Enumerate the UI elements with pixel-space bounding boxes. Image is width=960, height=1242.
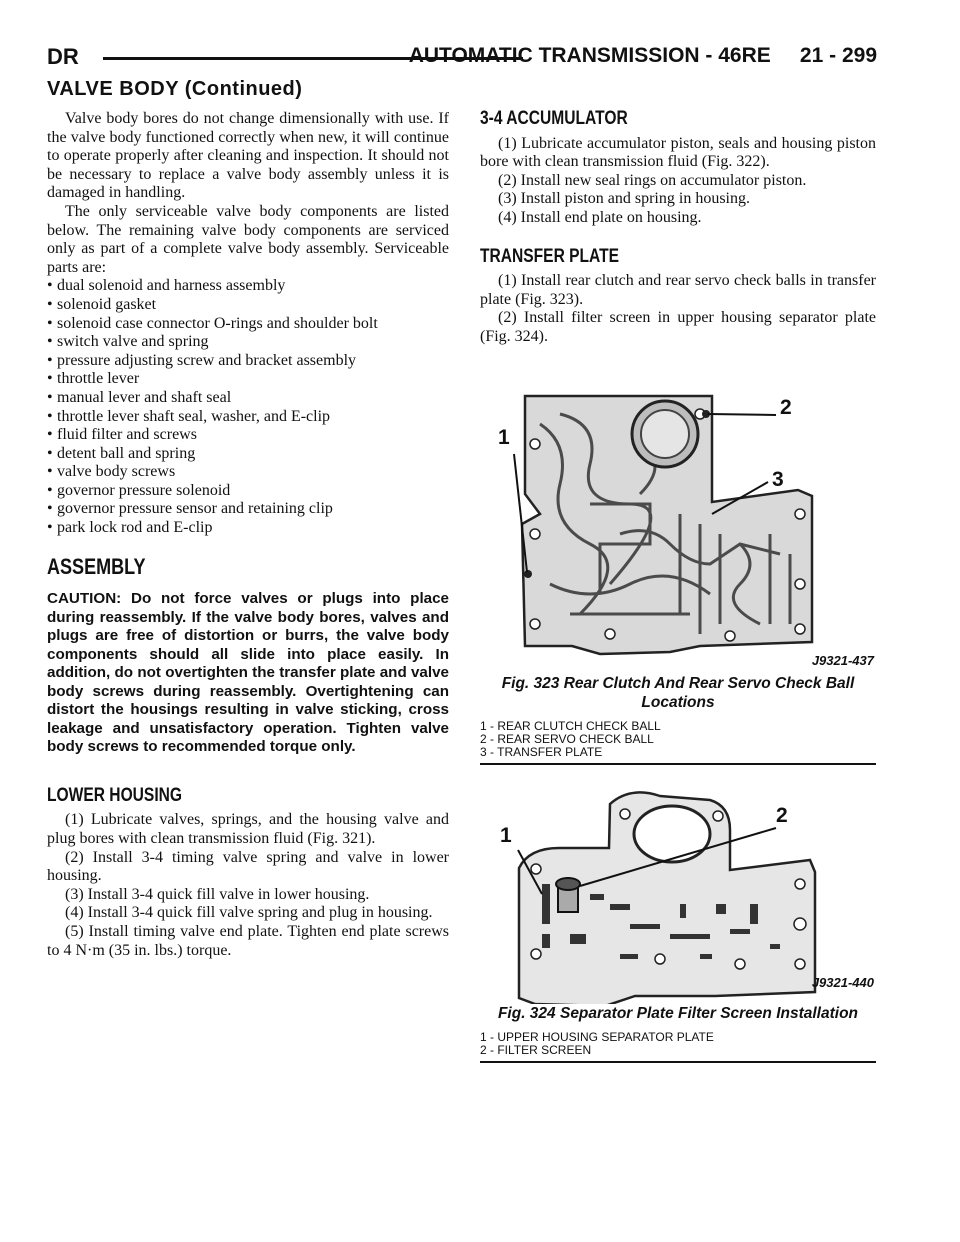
- list-item: • detent ball and spring: [47, 444, 196, 462]
- intro-paragraph-2: The only serviceable valve body components are listed below. The remaining valve body components are serviced only as part of a complete valve body assembly. Serviceable parts are:: [47, 202, 449, 276]
- figure-rule: [480, 763, 876, 765]
- callout-3: 3: [772, 468, 784, 491]
- accumulator-heading: 3-4 ACCUMULATOR: [480, 108, 628, 129]
- header-section-code: DR: [47, 44, 79, 69]
- transfer-plate-heading: TRANSFER PLATE: [480, 245, 620, 267]
- section-continued-title: VALVE BODY (Continued): [47, 78, 303, 100]
- figure-323-legend: [480, 720, 876, 759]
- lower-housing-heading: LOWER HOUSING: [47, 784, 183, 806]
- right-column: [480, 110, 876, 347]
- accumulator-step: (1) Lubricate accumulator piston, seals and housing piston bore with clean transmission fluid (Fig. 322).: [480, 134, 876, 171]
- legend-item: 2 - FILTER SCREEN: [480, 1043, 592, 1057]
- legend-item: 1 - REAR CLUTCH CHECK BALL: [480, 719, 661, 733]
- list-item: • manual lever and shaft seal: [47, 388, 232, 406]
- intro-paragraph: Valve body bores do not change dimensionally with use. If the valve body functioned correctly when new, it will continue to operate properly after cleaning and inspection. It should not be necessary to replace a valve body assembly unless it is damaged in handling.: [47, 110, 449, 202]
- caution-paragraph: CAUTION: Do not force valves or plugs into place during reassembly. If the valve body bores, valves and plugs are free of distortion or burrs, the valve body components should all slide into place easily. In addition, do not overtighten the transfer plate and valve body screws during reassembly. Overtightening can distort the housings resulting in valve sticking, cross leakage and unsatisfactory operation. Tighten valve body screws to recommended torque only.: [47, 590, 449, 756]
- serviceable-parts-list: [47, 277, 449, 537]
- lower-housing-step: (4) Install 3-4 quick fill valve spring and plug in housing.: [65, 904, 433, 922]
- list-item: • solenoid case connector O-rings and shoulder bolt: [47, 314, 378, 332]
- list-item: • switch valve and spring: [47, 333, 209, 351]
- lower-housing-step: (3) Install 3-4 quick fill valve in lower housing.: [65, 885, 370, 903]
- list-item: • fluid filter and screws: [47, 426, 197, 444]
- figure-323: [480, 384, 876, 765]
- figure-324: [480, 784, 876, 1063]
- lower-housing-step: (2) Install 3-4 timing valve spring and valve in lower housing.: [47, 848, 449, 885]
- transfer-plate-drawing: [480, 384, 876, 674]
- callout-2: 2: [776, 804, 788, 827]
- figure-323-caption: Fig. 323 Rear Clutch And Rear Servo Check Ball Locations: [501, 675, 855, 711]
- figure-rule: [480, 1061, 876, 1063]
- accumulator-step: (3) Install piston and spring in housing.: [498, 190, 750, 208]
- separator-plate-drawing: [480, 784, 876, 1004]
- lower-housing-step: (1) Lubricate valves, springs, and the housing valve and plug bores with clean transmission fluid (Fig. 321).: [47, 811, 449, 847]
- figure-id: J9321-440: [811, 975, 874, 990]
- list-item: • throttle lever shaft seal, washer, and E-clip: [47, 407, 331, 425]
- accumulator-step: (4) Install end plate on housing.: [498, 208, 702, 226]
- figure-id: J9321-437: [811, 653, 874, 668]
- header-page-title: AUTOMATIC TRANSMISSION - 46RE 21 - 299: [408, 44, 877, 67]
- list-item: • pressure adjusting screw and bracket assembly: [47, 351, 357, 369]
- list-item: • governor pressure solenoid: [47, 481, 231, 499]
- callout-1: 1: [500, 824, 512, 847]
- left-column: [47, 110, 449, 960]
- figure-323-illustration: [480, 384, 876, 674]
- accumulator-step: (2) Install new seal rings on accumulator piston.: [498, 171, 807, 189]
- list-item: • governor pressure sensor and retaining clip: [47, 500, 333, 518]
- legend-item: 2 - REAR SERVO CHECK BALL: [480, 732, 654, 746]
- figure-324-legend: [480, 1031, 876, 1057]
- transfer-step: (1) Install rear clutch and rear servo check balls in transfer plate (Fig. 323).: [480, 272, 876, 308]
- list-item: • solenoid gasket: [47, 295, 157, 313]
- figure-324-illustration: [480, 784, 876, 1004]
- callout-1: 1: [498, 426, 510, 449]
- list-item: • throttle lever: [47, 370, 140, 388]
- callout-2: 2: [780, 396, 792, 419]
- list-item: • valve body screws: [47, 463, 176, 481]
- lower-housing-step: (5) Install timing valve end plate. Tighten end plate screws to 4 N·m (35 in. lbs.) torque.: [47, 922, 449, 959]
- page-header: [47, 44, 877, 74]
- list-item: • park lock rod and E-clip: [47, 519, 213, 537]
- list-item: • dual solenoid and harness assembly: [47, 277, 286, 295]
- legend-item: 1 - UPPER HOUSING SEPARATOR PLATE: [480, 1030, 714, 1044]
- transfer-step: (2) Install filter screen in upper housing separator plate (Fig. 324).: [480, 309, 876, 345]
- assembly-heading: ASSEMBLY: [47, 553, 146, 579]
- figure-324-caption: Fig. 324 Separator Plate Filter Screen Installation: [497, 1005, 859, 1022]
- legend-item: 3 - TRANSFER PLATE: [480, 745, 603, 759]
